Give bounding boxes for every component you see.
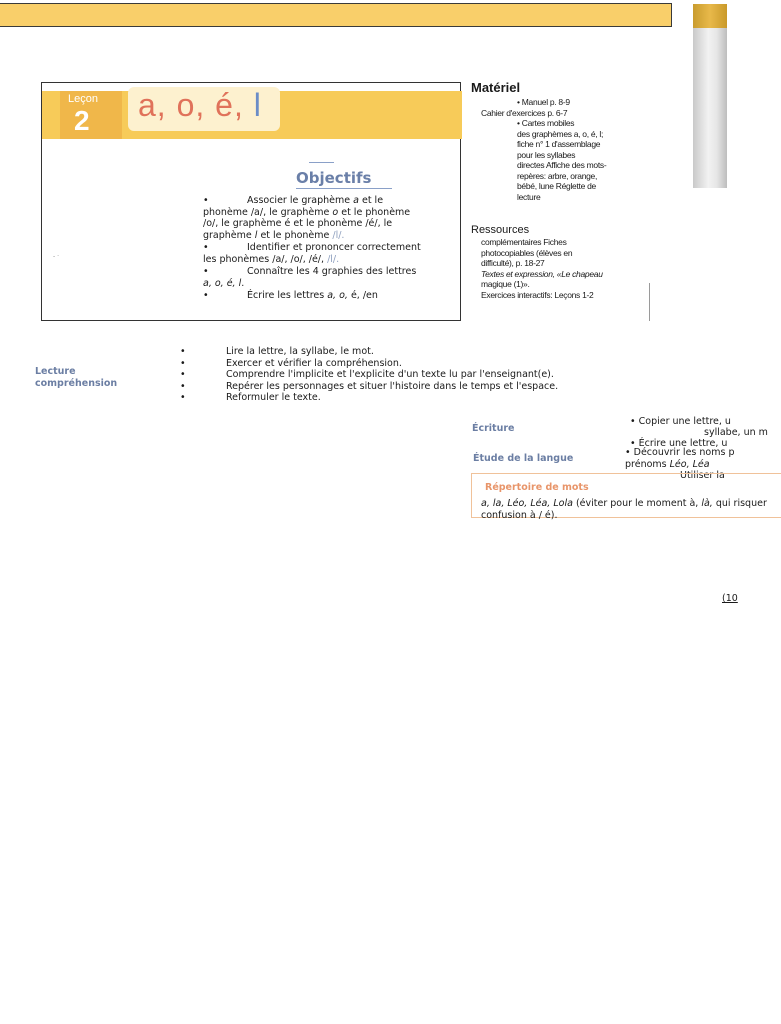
etude-text: • Découvrir les noms p prénoms Léo, Léa Utiliser la bbox=[625, 447, 735, 481]
objective-item: • Écrire les lettres a, o, é, /en bbox=[203, 290, 378, 301]
materiel-line: • Manuel p. 8-9 bbox=[517, 97, 570, 107]
lesson-card bbox=[41, 82, 461, 321]
objectives-list bbox=[203, 195, 423, 303]
ressources-list bbox=[481, 237, 615, 300]
page-number: (10 bbox=[722, 593, 738, 604]
ressources-line: Exercices interactifs: Leçons 1-2 bbox=[481, 289, 594, 300]
lecture-item: • Exercer et vérifier la compréhension. bbox=[180, 357, 402, 369]
repertoire-text: a, la, Léo, Léa, Lola (éviter pour le moment à, là, qui risquer confusion à / é). bbox=[481, 498, 767, 521]
materiel-line: fiche n° 1 d'assemblage bbox=[517, 139, 601, 149]
lecture-list bbox=[180, 346, 558, 404]
ecriture-text: • Copier une lettre, u syllabe, un m • Écrire une lettre, u bbox=[630, 416, 768, 449]
objectives-title: Objectifs bbox=[296, 169, 372, 187]
lesson-number: 2 bbox=[74, 105, 90, 136]
repertoire-box bbox=[471, 473, 781, 521]
ressources-title: Ressources bbox=[471, 224, 530, 236]
lecture-label: Lecture compréhension bbox=[35, 366, 118, 389]
materiel-list bbox=[481, 97, 631, 202]
lecture-item: • Lire la lettre, la syllabe, le mot. bbox=[180, 346, 374, 357]
ecriture-label: Écriture bbox=[472, 423, 515, 434]
side-mark: - · bbox=[53, 253, 59, 260]
materiel-line: bébé, lune Réglette de bbox=[517, 181, 596, 191]
materiel-line: Cahier d'exercices p. 6-7 bbox=[481, 107, 568, 118]
ressources-line: complémentaires Fiches bbox=[481, 237, 567, 247]
materiel-title: Matériel bbox=[471, 80, 521, 95]
materiel-line: directes Affiche des mots- bbox=[517, 160, 607, 170]
ressources-line: magique (1)». bbox=[481, 279, 530, 289]
title-bar bbox=[0, 3, 672, 27]
lecture-item: • Repérer les personnages et situer l'histoire dans le temps et l'espace. bbox=[180, 380, 559, 392]
lesson-letters: a, o, é, l bbox=[138, 87, 262, 123]
objective-item: • Associer le graphème a et le phonème /a/, le graphème o et le phonème /o/, le graphème é et le phonème /é/, le graphème l et le phonème /l/. bbox=[203, 195, 411, 241]
scrollbar-track[interactable] bbox=[693, 4, 727, 188]
ressources-line: photocopiables (élèves en bbox=[481, 247, 573, 258]
objective-item: • Connaître les 4 graphies des lettres a, o, é, l. bbox=[203, 266, 417, 289]
materiel-line: pour les syllabes bbox=[517, 149, 576, 160]
divider-line bbox=[649, 283, 650, 321]
objective-item: • Identifier et prononcer correctement les phonèmes /a/, /o/, /é/, /l/. bbox=[203, 242, 421, 265]
repertoire-title: Répertoire de mots bbox=[485, 482, 589, 493]
lecture-item: • Reformuler le texte. bbox=[180, 392, 321, 403]
materiel-line: lecture bbox=[517, 191, 541, 202]
scrollbar-thumb[interactable] bbox=[693, 4, 727, 28]
materiel-line: repères: arbre, orange, bbox=[517, 170, 598, 181]
ressources-line: Textes et expression, «Le chapeau bbox=[481, 268, 603, 279]
ressources-line: difficulté), p. 18-27 bbox=[481, 258, 545, 268]
etude-label: Étude de la langue bbox=[473, 453, 574, 464]
materiel-line: • Cartes mobiles bbox=[517, 118, 575, 128]
lecture-item: • Comprendre l'implicite et l'explicite d'un texte lu par l'enseignant(e). bbox=[180, 369, 554, 380]
materiel-line: des graphèmes a, o, é, l; bbox=[517, 128, 604, 139]
objectives-rule-top bbox=[309, 162, 334, 163]
lesson-label: Leçon bbox=[68, 93, 98, 105]
objectives-rule-bottom bbox=[296, 188, 392, 189]
